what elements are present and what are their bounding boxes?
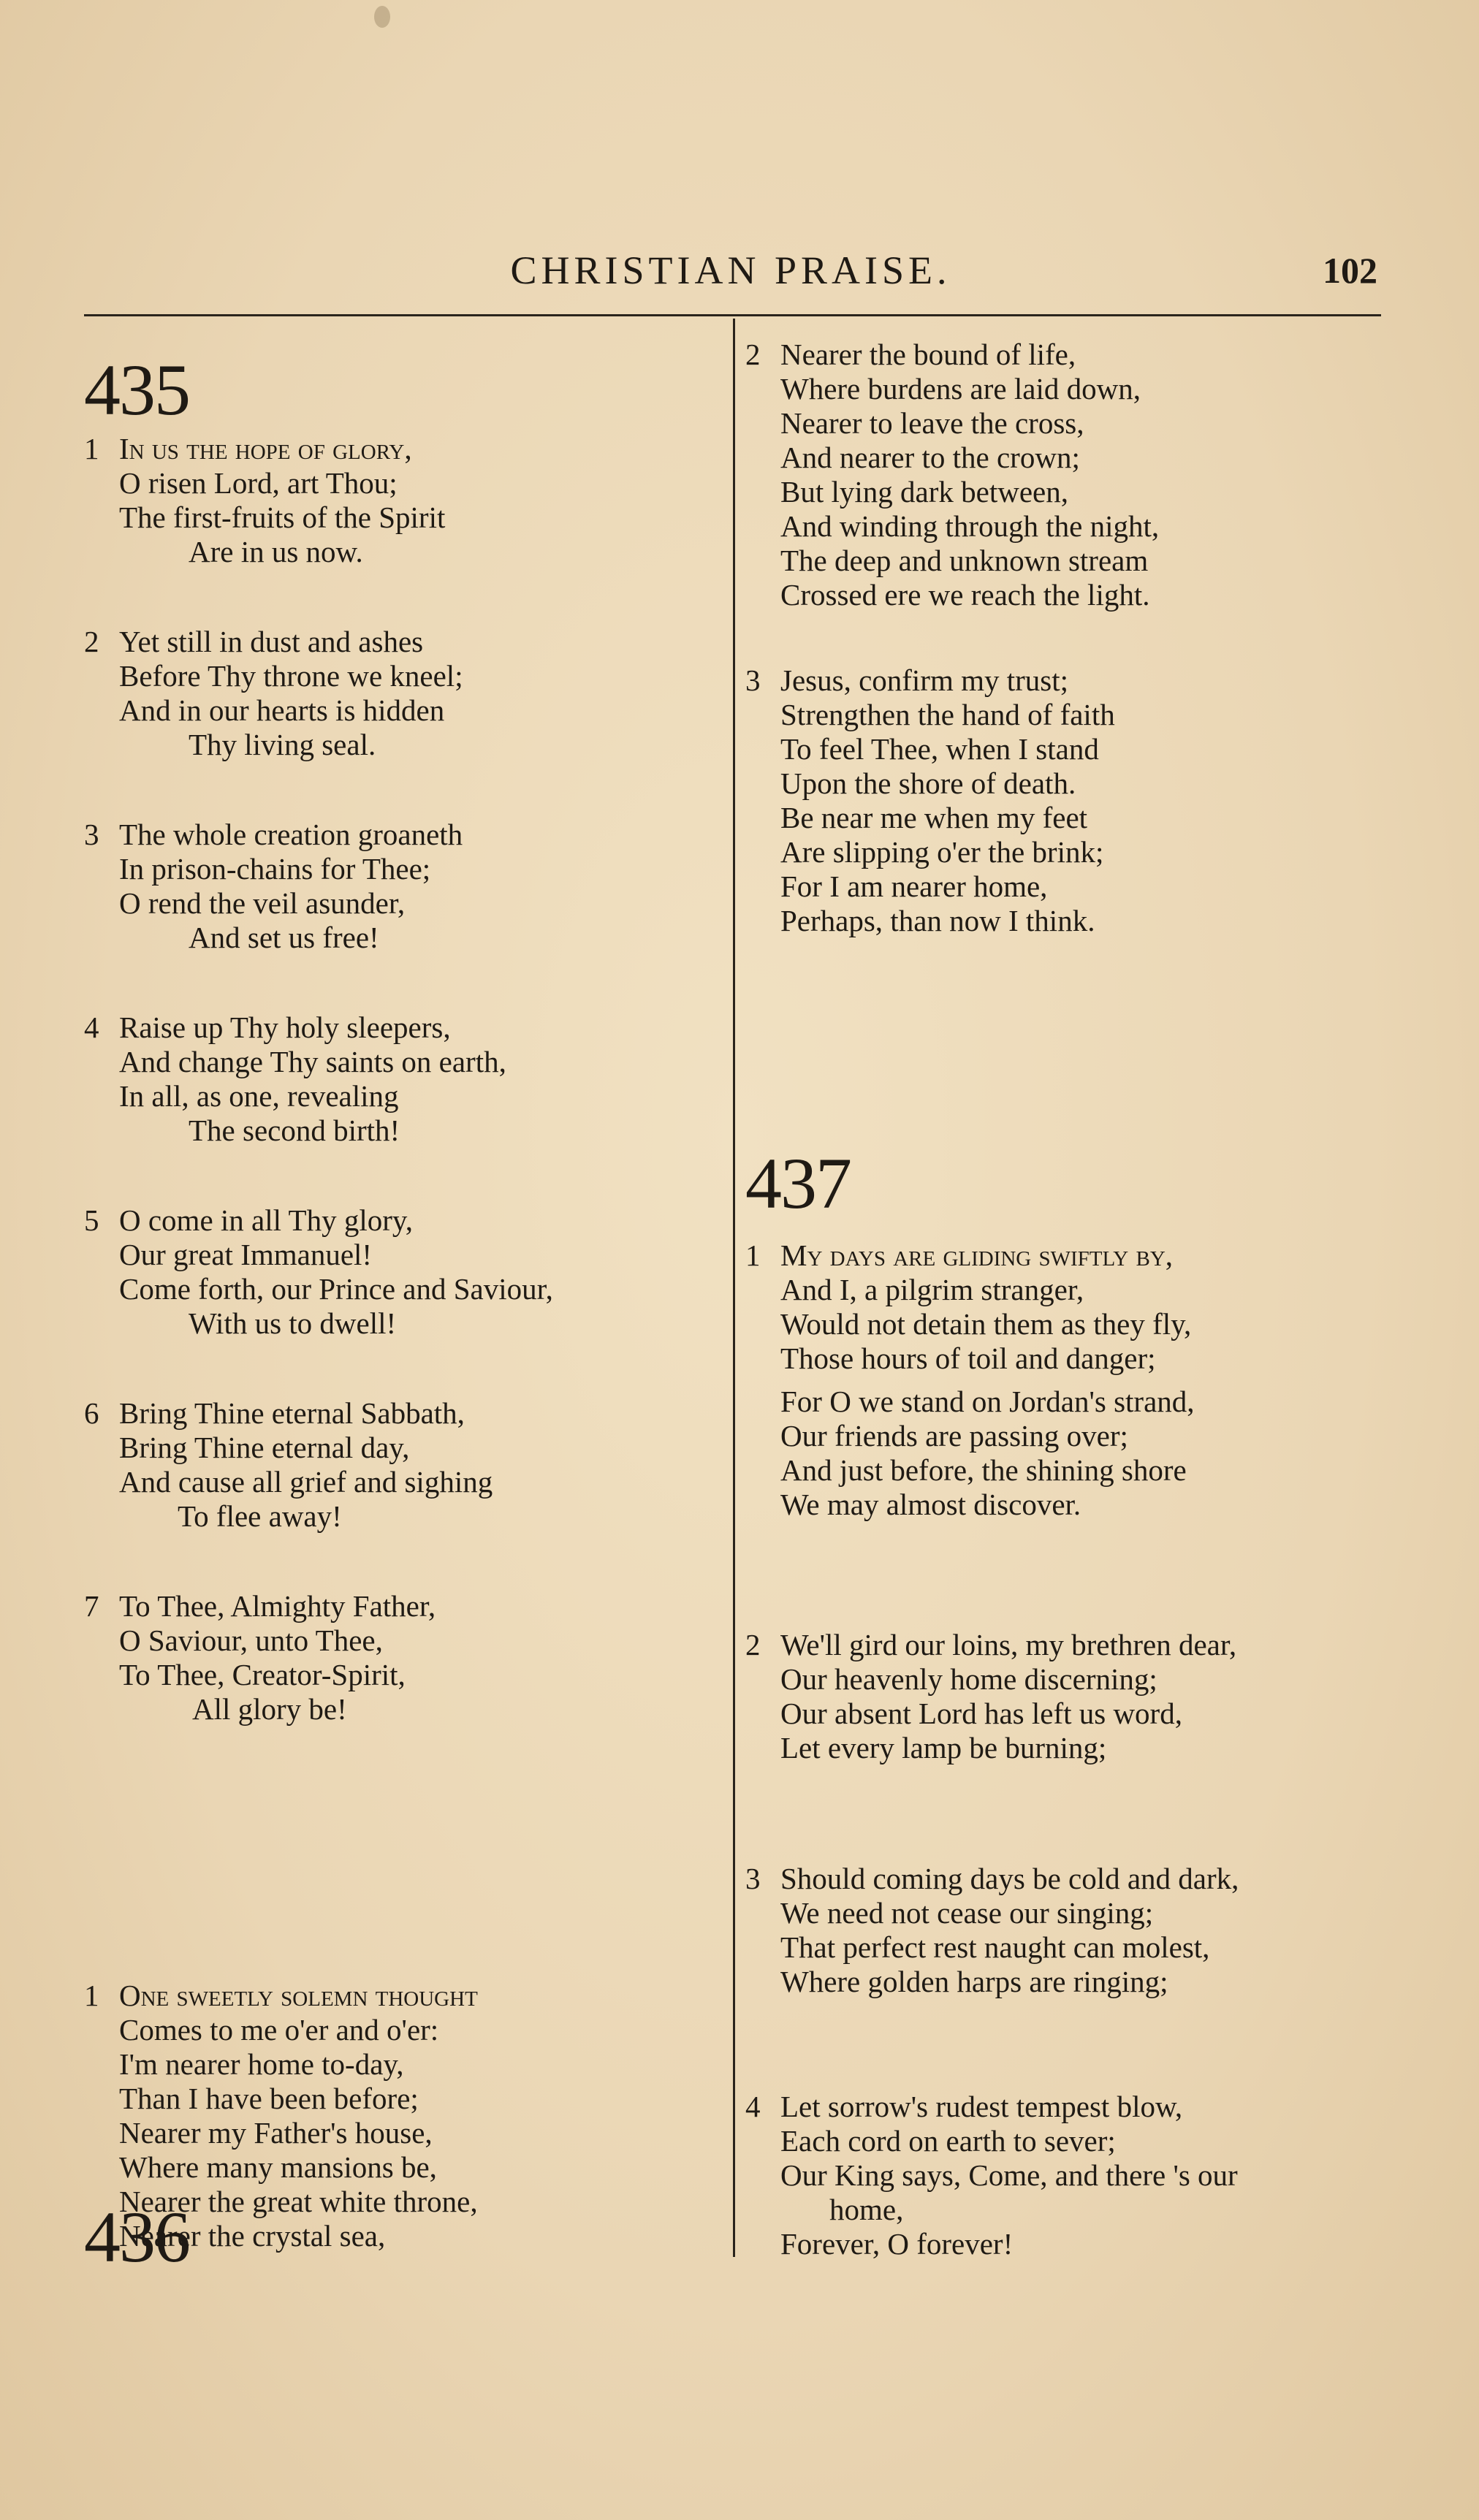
- verse-line: Are slipping o'er the brink;: [780, 835, 1104, 869]
- verse-line: That perfect rest naught can molest,: [780, 1930, 1210, 1964]
- hymn-435-stanza-5: [84, 1203, 553, 1341]
- hymn-435-stanza-1: [84, 432, 445, 569]
- stanza-number: 4: [84, 1010, 99, 1044]
- refrain-line: For O we stand on Jordan's strand,: [780, 1385, 1195, 1418]
- hymn-435-stanza-3: [84, 818, 463, 955]
- verse-line: O Saviour, unto Thee,: [119, 1623, 383, 1657]
- verse-line: Nearer the great white throne,: [119, 2185, 478, 2218]
- verse-line: Our great Immanuel!: [119, 1238, 373, 1271]
- hymn-435-stanza-4: [84, 1010, 506, 1148]
- verse-line: Our heavenly home discerning;: [780, 1662, 1157, 1696]
- verse-line: And winding through the night,: [780, 509, 1160, 543]
- refrain-line: We may almost discover.: [780, 1488, 1081, 1521]
- stanza-number: 1: [84, 432, 99, 465]
- hymn-436-stanza-3: [745, 663, 1115, 938]
- hymn-435-stanza-2: [84, 625, 463, 762]
- verse-line: Would not detain them as they fly,: [780, 1307, 1192, 1341]
- verse-line: In prison-chains for Thee;: [119, 852, 431, 886]
- verse-line: Bring Thine eternal day,: [119, 1431, 410, 1464]
- verse-line: Forever, O forever!: [780, 2227, 1014, 2261]
- verse-line: And nearer to the crown;: [780, 441, 1080, 474]
- verse-line: The first-fruits of the Spirit: [119, 500, 446, 534]
- stanza-number: 7: [84, 1589, 99, 1623]
- verse-line: Where burdens are laid down,: [780, 372, 1141, 406]
- verse-line: Yet still in dust and ashes: [119, 625, 424, 658]
- stanza-number: 1: [84, 1979, 99, 2012]
- verse-line: In all, as one, revealing: [119, 1079, 399, 1113]
- running-title: CHRISTIAN PRAISE.: [510, 248, 951, 292]
- hymn-436-stanza-1: [84, 1979, 478, 2253]
- verse-line: To flee away!: [178, 1499, 342, 1533]
- verse-line: We'll gird our loins, my brethren dear,: [780, 1628, 1237, 1661]
- verse-line: Upon the shore of death.: [780, 766, 1076, 800]
- verse-line: All glory be!: [192, 1692, 347, 1726]
- verse-line: And cause all grief and sighing: [119, 1465, 493, 1499]
- hymn-number-435: 435: [84, 349, 189, 430]
- stanza-number: 2: [745, 338, 761, 371]
- verse-line: To feel Thee, when I stand: [780, 732, 1099, 766]
- verse-line: To Thee, Creator-Spirit,: [119, 1658, 406, 1691]
- hymn-435-stanza-7: [84, 1589, 436, 1727]
- verse-line: Nearer the crystal sea,: [119, 2219, 386, 2253]
- verse-line: Let sorrow's rudest tempest blow,: [780, 2090, 1183, 2123]
- verse-line: And I, a pilgrim stranger,: [780, 1273, 1084, 1306]
- verse-line: Thy living seal.: [189, 728, 376, 761]
- verse-line: Jesus, confirm my trust;: [780, 663, 1069, 697]
- verse-line: The deep and unknown stream: [780, 544, 1149, 577]
- verse-line: One sweetly solemn thought: [119, 1979, 478, 2012]
- verse-line: The second birth!: [189, 1114, 400, 1147]
- verse-line: I'm nearer home to-day,: [119, 2047, 404, 2081]
- verse-line: Be near me when my feet: [780, 801, 1088, 834]
- verse-line: Should coming days be cold and dark,: [780, 1862, 1239, 1895]
- verse-line: With us to dwell!: [189, 1306, 397, 1340]
- paper-spot: [374, 6, 390, 28]
- verse-line: In us the hope of glory,: [119, 432, 412, 465]
- stanza-number: 5: [84, 1203, 99, 1237]
- verse-line: Our absent Lord has left us word,: [780, 1697, 1182, 1730]
- refrain-line: Our friends are passing over;: [780, 1419, 1128, 1453]
- page-number: 102: [1323, 250, 1377, 291]
- verse-line: The whole creation groaneth: [119, 818, 463, 851]
- verse-line: Where many mansions be,: [119, 2150, 437, 2184]
- verse-line: O risen Lord, art Thou;: [119, 466, 398, 500]
- hymn-435-stanza-6: [84, 1396, 493, 1534]
- verse-line: And set us free!: [189, 921, 379, 954]
- verse-line: My days are gliding swiftly by,: [780, 1238, 1174, 1272]
- verse-line: We need not cease our singing;: [780, 1896, 1154, 1930]
- header-rule: [84, 314, 1381, 316]
- verse-line: Each cord on earth to sever;: [780, 2124, 1116, 2158]
- verse-line: Nearer my Father's house,: [119, 2116, 433, 2150]
- verse-line: Raise up Thy holy sleepers,: [119, 1010, 451, 1044]
- verse-line: O come in all Thy glory,: [119, 1203, 413, 1237]
- column-divider: [733, 319, 735, 2257]
- stanza-number: 4: [745, 2090, 761, 2123]
- verse-line: Before Thy throne we kneel;: [119, 659, 463, 693]
- stanza-number: 6: [84, 1396, 99, 1430]
- stanza-number: 3: [745, 663, 761, 697]
- hymn-437-stanza-2: [745, 1628, 1236, 1765]
- verse-line: Bring Thine eternal Sabbath,: [119, 1396, 465, 1430]
- verse-line: Perhaps, than now I think.: [780, 904, 1095, 937]
- hymn-437-stanza-3: [745, 1862, 1239, 1999]
- verse-line: And change Thy saints on earth,: [119, 1045, 506, 1078]
- refrain-line: And just before, the shining shore: [780, 1453, 1187, 1487]
- page-header: [84, 245, 1377, 296]
- verse-line: O rend the veil asunder,: [119, 886, 406, 920]
- verse-line: For I am nearer home,: [780, 869, 1048, 903]
- hymn-number-436: 436: [84, 2196, 189, 2277]
- stanza-number: 2: [745, 1628, 761, 1661]
- verse-line: To Thee, Almighty Father,: [119, 1589, 436, 1623]
- verse-line: Crossed ere we reach the light.: [780, 578, 1150, 612]
- stanza-number: 3: [84, 818, 99, 851]
- verse-line: Nearer to leave the cross,: [780, 406, 1084, 440]
- verse-line: Nearer the bound of life,: [780, 338, 1076, 371]
- verse-line: Where golden harps are ringing;: [780, 1965, 1168, 1998]
- verse-line: Comes to me o'er and o'er:: [119, 2013, 439, 2047]
- stanza-number: 2: [84, 625, 99, 658]
- verse-line: Let every lamp be burning;: [780, 1731, 1107, 1765]
- hymn-437-stanza-4: [745, 2090, 1238, 2261]
- hymn-number-437: 437: [745, 1143, 851, 1224]
- hymn-436-stanza-2: [745, 338, 1159, 612]
- verse-line: Our King says, Come, and there 's our: [780, 2158, 1238, 2192]
- verse-line: And in our hearts is hidden: [119, 693, 445, 727]
- stanza-number: 1: [745, 1238, 761, 1272]
- verse-line: But lying dark between,: [780, 475, 1068, 509]
- verse-line: Those hours of toil and danger;: [780, 1341, 1156, 1375]
- verse-line: Than I have been before;: [119, 2082, 419, 2115]
- verse-line: Are in us now.: [189, 535, 363, 568]
- hymn-437-stanza-1: [745, 1238, 1195, 1522]
- verse-line: Come forth, our Prince and Saviour,: [119, 1272, 553, 1306]
- verse-line: Strengthen the hand of faith: [780, 698, 1115, 731]
- stanza-number: 3: [745, 1862, 761, 1895]
- verse-line: home,: [829, 2193, 904, 2226]
